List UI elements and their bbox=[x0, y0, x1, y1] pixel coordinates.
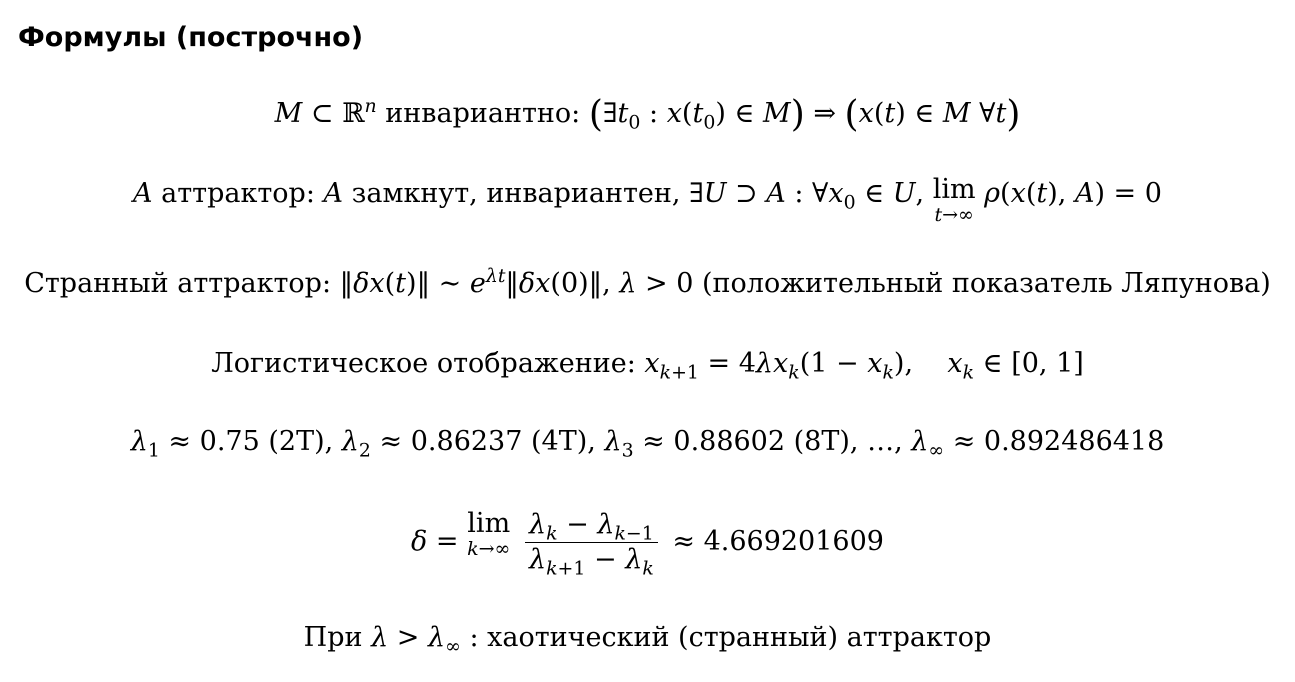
lambda3-value: 0.88602 bbox=[673, 426, 786, 457]
formula-attractor: A аттрактор: A замкнут, инвариантен, ∃U ⊃ A : $\forall x_0$ ∈ U, lim t→∞ ρ(x(t), A) = 0 bbox=[133, 174, 1162, 227]
lambda2-value: 0.86237 bbox=[410, 426, 523, 457]
formula-bifurcation-values: $\lambda_1 \approx 0.75$ (2T), $\lambda_2 \approx 0.86237$ (4T), $\lambda_3 \approx 0.88602$ (8T), …, $\lambda_\infty \approx 0.892486418$ bbox=[130, 426, 1165, 462]
limit-operator-k: lim k→∞ bbox=[467, 508, 511, 561]
formula-chaotic-regime: При $\lambda > \lambda_\infty$ : хаотический (странный) аттрактор bbox=[303, 622, 992, 658]
word-chaotic: хаотический (странный) аттрактор bbox=[487, 622, 992, 653]
lambda-inf-value: 0.892486418 bbox=[983, 426, 1165, 457]
word-when: При bbox=[303, 622, 363, 653]
word-logistic-map: Логистическое отображение: bbox=[211, 348, 636, 379]
fraction: $\frac{\lambda_k - \lambda_{k-1}}{\lambda_{k+1} - \lambda_k}$ bbox=[525, 508, 658, 577]
formula-strange-attractor: Странный аттрактор: ‖δx(t)‖ ∼ $e^{\lambda t}‖\delta x(0)‖$, λ > 0 (положительный показатель Ляпунова) bbox=[24, 265, 1271, 299]
word-invariant: инвариантно: bbox=[385, 98, 581, 129]
page-title: Формулы (построчно) bbox=[18, 22, 364, 53]
lambda1-value: 0.75 bbox=[199, 426, 260, 457]
limit-operator: lim t→∞ bbox=[932, 174, 976, 227]
lyapunov-note: (положительный показатель Ляпунова) bbox=[702, 268, 1271, 299]
word-closed: замкнут, инвариантен, bbox=[351, 178, 681, 209]
word-attractor: аттрактор: bbox=[161, 178, 315, 209]
word-strange-attractor: Странный аттрактор: bbox=[24, 268, 332, 299]
delta-value: 4.669201609 bbox=[703, 525, 884, 557]
formula-invariant: M ⊂ ℝ$^n$ инвариантно: ($\exists t_0$ : $x(t_0)$ ∈ M) ⇒ (x(t) ∈ M ∀t) bbox=[274, 94, 1021, 135]
formula-logistic-map: Логистическое отображение: $x_{k+1} = 4\lambda x_k(1 - x_k)$, $x_k$ ∈ [0, 1] bbox=[211, 348, 1084, 384]
formula-feigenbaum-delta: δ = lim k→∞ $\frac{\lambda_k - \lambda_{k-1}}{\lambda_{k+1} - \lambda_k}$ ≈ 4.669201609 bbox=[411, 508, 884, 580]
